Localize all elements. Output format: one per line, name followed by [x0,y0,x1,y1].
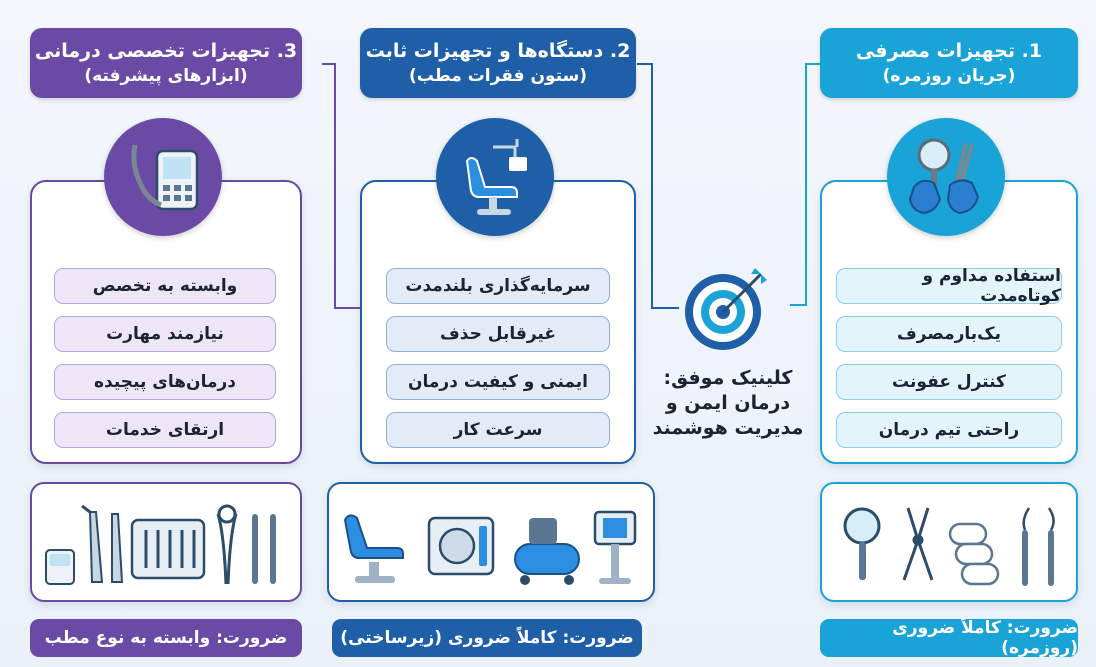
header-subtitle: (ابزارهای پیشرفته) [84,66,248,86]
explorer-icon [1048,508,1054,586]
item-specialized-1: وابسته به تخصص [54,268,276,304]
cotton-rolls-icon [950,524,998,584]
instrument-kit-icon [132,520,204,578]
item-specialized-4: ارتقای خدمات [54,412,276,448]
header-specialized [30,28,302,98]
forceps-icon [218,506,236,584]
dental-chair-icon [449,131,541,223]
compressor-icon [515,518,579,585]
header-subtitle: (جریان روزمره) [882,66,1016,86]
tools-specialized [30,482,302,602]
apex-locator-icon [46,550,74,584]
item-fixed-3: ایمنی و کیفیت درمان [386,364,610,400]
header-consumables [820,28,1078,98]
footer-fixed-equipment: ضرورت: کاملاً ضروری (زیرساختی) [332,619,642,657]
item-specialized-3: درمان‌های پیچیده [54,364,276,400]
gloves-mirror-icon [900,131,992,223]
center-message [648,366,808,441]
header-fixed-equipment [360,28,636,98]
item-specialized-2: نیازمند مهارت [54,316,276,352]
footer-specialized: ضرورت: وابسته به نوع مطب [30,619,302,657]
xray-unit-icon [595,512,635,584]
scaler-icon [112,514,122,582]
item-fixed-1: سرمایه‌گذاری بلندمدت [386,268,610,304]
tools-fixed-equipment [327,482,655,602]
handpiece-icon [82,506,102,582]
apex-locator-icon [117,131,209,223]
connector-specialized [322,64,360,308]
header-subtitle: (ستون فقرات مطب) [408,66,588,86]
footer-consumables: ضرورت: کاملاً ضروری (روزمره) [820,619,1078,657]
autoclave-icon [429,518,493,574]
item-consumables-1: استفاده مداوم و کوتاه‌مدت [836,268,1062,304]
mouth-mirror-icon [845,509,879,580]
item-fixed-2: غیرقابل حذف [386,316,610,352]
item-consumables-3: کنترل عفونت [836,364,1062,400]
badge-specialized [104,118,222,236]
item-fixed-4: سرعت کار [386,412,610,448]
header-title: 2. دستگاه‌ها و تجهیزات ثابت [365,40,631,62]
center-line-2: درمان ایمن و [665,392,791,414]
header-title: 1. تجهیزات مصرفی [855,40,1043,62]
probe-icon [1022,508,1029,586]
center-line-3: مدیریت هوشمند [652,417,804,439]
elevator-icon [252,514,276,584]
header-title: 3. تجهیزات تخصصی درمانی [34,40,298,62]
connector-consumables [790,64,820,305]
item-consumables-2: یک‌بارمصرف [836,316,1062,352]
dental-chair-icon [345,515,403,583]
center-target [679,262,773,356]
item-consumables-4: راحتی تیم درمان [836,412,1062,448]
badge-fixed-equipment [436,118,554,236]
badge-consumables [887,118,1005,236]
pliers-icon [904,508,932,580]
target-arrow-icon [679,262,773,356]
center-line-1: کلینیک موفق: [663,367,793,389]
tools-consumables [820,482,1078,602]
